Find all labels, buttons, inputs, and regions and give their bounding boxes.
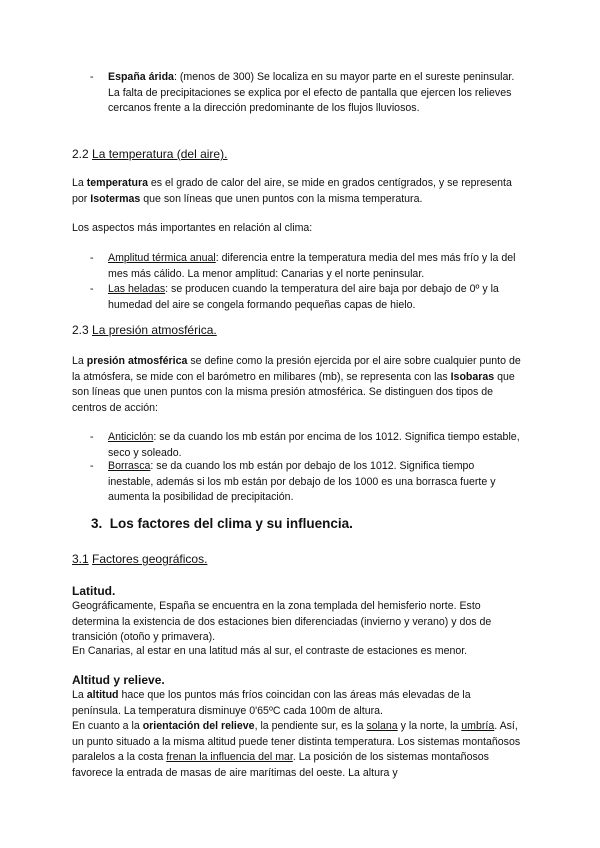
text-run: es el grado de calor del aire, se mide en grados centígrados, y se representa por: [72, 177, 512, 205]
list-item-text: [108, 282, 520, 313]
definition: : se da cuando los mb están por debajo de los 1012. Significa tiempo inestable, además si los mb están por debajo de los 1000 es una borrasca fuerte y aumenta la posibilidad de precipitación.: [108, 460, 496, 503]
bullet-dash: -: [90, 283, 94, 295]
subheading-altitud: Altitud y relieve.: [72, 673, 165, 687]
underlined-term: frenan la influencia del mar: [166, 751, 293, 763]
paragraph-presion: [72, 354, 522, 416]
section-number: 2.2: [72, 147, 89, 161]
text-run: hace que los puntos más fríos coincidan con las áreas más elevadas de la península. La temperatura disminuye 0'65ºC cada 100m de altura.: [72, 689, 471, 717]
section-heading-2-3: [72, 322, 217, 338]
text-run: , la pendiente sur, es la: [254, 720, 367, 732]
chapter-title: Los factores del clima y su influencia.: [109, 516, 353, 531]
term: Borrasca: [108, 460, 151, 472]
list-item-text: [108, 70, 520, 117]
list-item-amplitud: [90, 251, 520, 282]
definition: : diferencia entre la temperatura media del mes más frío y la del mes más cálido. La menor amplitud: Canarias y el norte peninsular.: [108, 252, 516, 280]
bullet-dash: -: [90, 71, 94, 83]
bold-term: altitud: [86, 689, 119, 701]
bullet-dash: -: [90, 460, 94, 472]
text-run: y la norte, la: [397, 720, 462, 732]
paragraph-temperatura: [72, 176, 522, 207]
term: España árida: [108, 71, 174, 83]
text-run: La: [72, 355, 87, 367]
list-item-text: [108, 251, 520, 282]
list-item-anticiclon: [90, 430, 520, 461]
section-number: 2.3: [72, 323, 89, 337]
paragraph-canarias: En Canarias, al estar en una latitud más al sur, el contraste de estaciones es menor.: [72, 645, 468, 657]
section-title: La presión atmosférica.: [92, 323, 217, 337]
text-run: que son líneas que unen puntos con la misma temperatura.: [140, 192, 423, 205]
text-run: que son líneas que unen puntos con la misma presión atmosférica. Se distinguen dos tipos de centros de acción:: [72, 370, 515, 414]
bold-term: orientación del relieve: [142, 720, 255, 732]
list-item-text: [108, 430, 520, 461]
text-run: se define como la presión ejercida por el aire sobre cualquier punto de la atmósfera, se mide con el barómetro en milibares (mb), se representa con las: [72, 355, 521, 383]
underlined-term: umbría: [461, 720, 495, 732]
definition: : se da cuando los mb están por encima de los 1012. Significa tiempo estable, seco y soleado.: [108, 431, 520, 459]
definition: : se producen cuando la temperatura del aire baja por debajo de 0º y la humedad del aire se congela formando pequeñas capas de hielo.: [108, 283, 499, 311]
chapter-number: 3.: [91, 516, 103, 531]
bold-term: presión atmosférica: [86, 355, 188, 367]
list-item-borrasca: [90, 459, 520, 506]
section-heading-3-1: [72, 551, 207, 567]
section-heading-2-2: [72, 146, 227, 162]
text-run: La: [72, 177, 87, 189]
chapter-heading-3: [91, 515, 353, 533]
list-item-text: [108, 459, 520, 506]
text-run: . La posición de los sistemas montañosos favorece la entrada de masas de aire marítimas del oeste. La altura y: [72, 751, 489, 779]
underlined-term: solana: [366, 720, 398, 732]
paragraph-orientacion: [72, 719, 522, 781]
section-title: Factores geográficos.: [92, 552, 208, 566]
term: Anticiclón: [108, 431, 154, 443]
text-run: . Así, un punto situado a la misma altitud puede tener distinta temperatura. Los sistemas montañosos paralelos a la costa: [72, 720, 521, 763]
section-number: 3.1: [72, 552, 89, 566]
subheading-latitud: Latitud.: [72, 584, 116, 598]
term: Las heladas: [108, 283, 166, 295]
bullet-dash: -: [90, 252, 94, 264]
list-item-heladas: [90, 282, 520, 313]
bold-term: Isobaras: [450, 370, 495, 383]
list-item-espana-arida: [90, 70, 520, 117]
bullet-dash: -: [90, 431, 94, 443]
term: Amplitud térmica anual: [108, 252, 216, 264]
bold-term: Isotermas: [90, 192, 141, 205]
bold-term: temperatura: [86, 177, 148, 189]
paragraph-altitud: [72, 688, 522, 719]
text-run: En cuanto a la: [72, 720, 143, 732]
definition: : (menos de 300) Se localiza en su mayor parte en el sureste peninsular. La falta de precipitaciones se explica por el efecto de pantalla que ejercen los relieves cercanos frente a la dirección predominante de los flujos lluviosos.: [108, 71, 515, 114]
paragraph-latitud: Geográficamente, España se encuentra en la zona templada del hemisferio norte. Esto determina la existencia de dos estaciones bien diferenciadas (invierno y verano) y dos de transición (otoño y primavera).: [72, 600, 492, 643]
section-title: La temperatura (del aire).: [92, 147, 228, 161]
paragraph-aspectos: Los aspectos más importantes en relación al clima:: [72, 222, 313, 234]
text-run: La: [72, 689, 87, 701]
